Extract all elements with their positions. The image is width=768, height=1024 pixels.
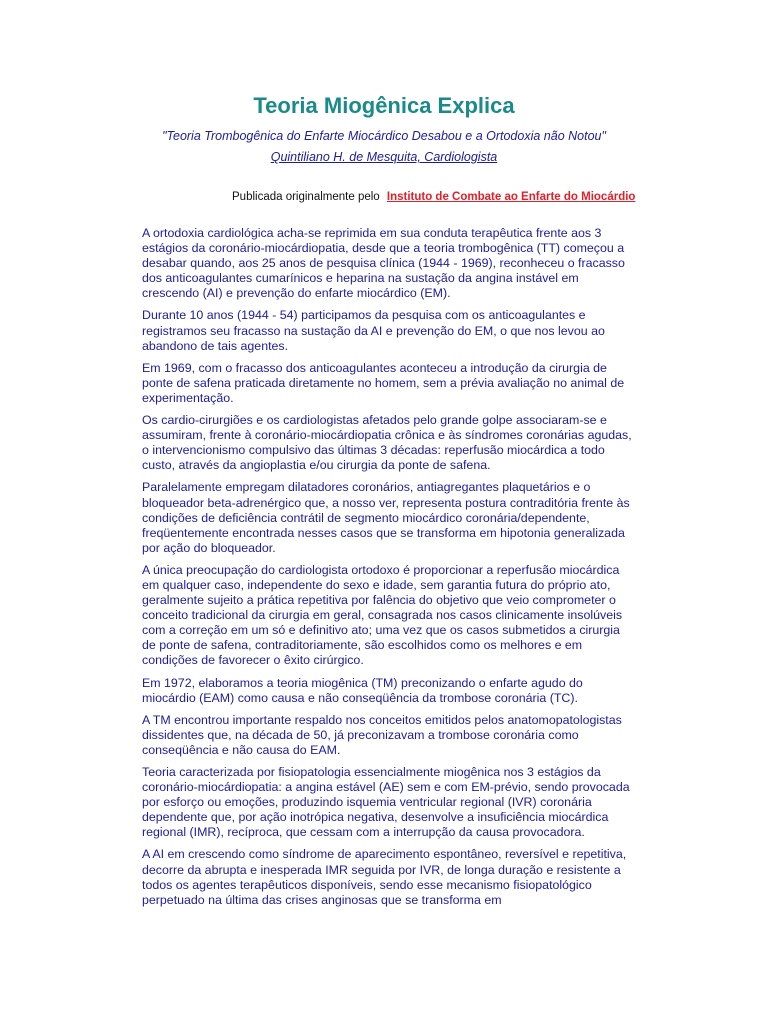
institute-link[interactable]: Instituto de Combate ao Enfarte do Miocárdio (386, 191, 636, 203)
published-prefix: Publicada originalmente pelo (232, 191, 380, 203)
published-line (232, 189, 635, 205)
paragraph: A AI em crescendo como síndrome de aparecimento espontâneo, reversível e repetitiva, decorre da abrupta e inesperada IMR seguida por IVR, de longa duração e resistente a todos os agentes terapêuticos disponíveis, sendo esse mecanismo fisiopatológico perpetuado na última das crises anginosas que se transforma em (142, 847, 627, 907)
page-title: Teoria Miogênica Explica (253, 93, 515, 118)
author-link[interactable]: Quintiliano H. de Mesquita, Cardiologista (270, 150, 498, 164)
author-line (0, 149, 768, 165)
paragraph: Paralelamente empregam dilatadores coronários, antiagregantes plaquetários e o bloqueador beta-adrenérgico que, a nosso ver, representa postura contraditória frente às condições de deficiência contrátil de segmento miocárdico coronária/dependente, freqüentemente encontrada nesses casos que se transforma em hipotonia generalizada por ação do bloqueador. (142, 480, 630, 555)
paragraph: Os cardio-cirurgiões e os cardiologistas afetados pelo grande golpe associaram-se e assumiram, frente à coronário-miocárdiopatia crônica e às síndromes coronárias agudas, o intervencionismo compulsivo das últimas 3 décadas: reperfusão miocárdica a todo custo, através da angioplastia e/ou cirurgia da ponte de safena. (142, 413, 632, 473)
paragraph: Em 1972, elaboramos a teoria miogênica (TM) preconizando o enfarte agudo do miocárdio (EAM) como causa e não conseqüência da trombose coronária (TC). (142, 675, 583, 705)
paragraph: Durante 10 anos (1944 - 54) participamos da pesquisa com os anticoagulantes e registramos seu fracasso na sustação da AI e prevenção do EM, o que nos levou ao abandono de tais agentes. (142, 308, 605, 353)
article-body (142, 226, 632, 915)
paragraph: A única preocupação do cardiologista ortodoxo é proporcionar a reperfusão miocárdica em qualquer caso, independente do sexo e idade, sem garantia futura do próprio ato, geralmente sujeito a prática repetitiva por falência do objetivo que veio comprometer o conceito tradicional da cirurgia em geral, consagrada nos casos clinicamente insolúveis com a correção em um só e definitivo ato; uma vez que os casos submetidos a cirurgia de ponte de safena, contraditoriamente, são escolhidos como os melhores e em condições de favorecer o êxito cirúrgico. (142, 562, 623, 668)
subtitle-quote: "Teoria Trombogênica do Enfarte Miocárdico Desabou e a Ortodoxia não Notou" (162, 129, 606, 143)
paragraph: Em 1969, com o fracasso dos anticoagulantes aconteceu a introdução da cirurgia de ponte de safena praticada diretamente no homem, sem a prévia avaliação no animal de experimentação. (142, 360, 625, 405)
paragraph: Teoria caracterizada por fisiopatologia essencialmente miogênica nos 3 estágios da coronário-miocárdiopatia: a angina estável (AE) sem e com EM-prévio, sendo provocada por esforço ou emoções, produzindo isquemia ventricular regional (IVR) coronária dependente que, por ação inotrópica negativa, desenvolve a insuficiência miocárdica regional (IMR), recíproca, que cessam com a interrupção da causa provocadora. (142, 765, 630, 840)
paragraph: A ortodoxia cardiológica acha-se reprimida em sua conduta terapêutica frente aos 3 estágios da coronário-miocárdiopatia, desde que a teoria trombogênica (TT) começou a desabar quando, aos 25 anos de pesquisa clínica (1944 - 1969), reconheceu o fracasso dos anticoagulantes cumarínicos e heparina na sustação da angina instável em crescendo (AI) e prevenção do enfarte miocárdico (EM). (142, 226, 625, 301)
paragraph: A TM encontrou importante respaldo nos conceitos emitidos pelos anatomopatologistas dissidentes que, na década de 50, já preconizavam a trombose coronária como conseqüência e não causa do EAM. (142, 712, 622, 757)
